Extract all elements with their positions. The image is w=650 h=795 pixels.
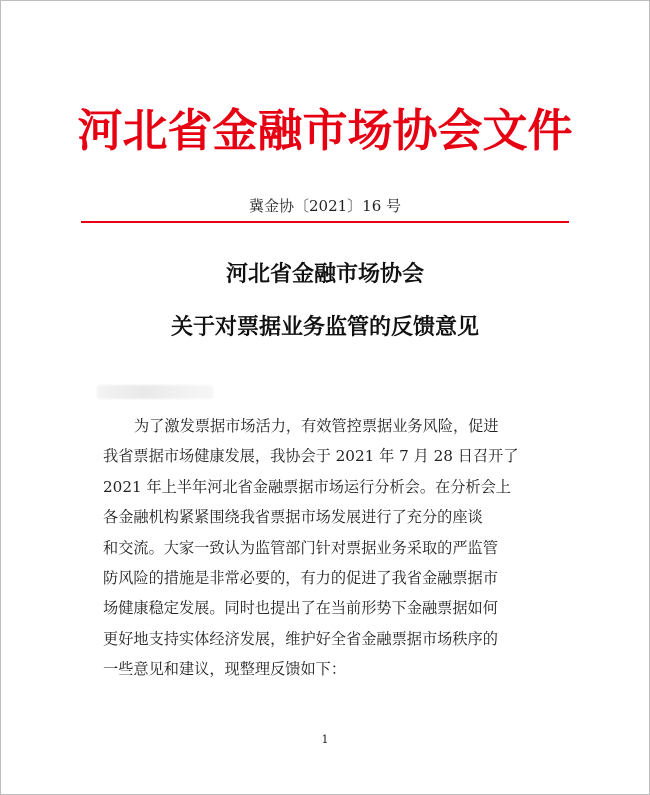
body-line: 2021 年上半年河北省金融票据市场运行分析会。在分析会上 <box>103 477 511 496</box>
body-line: 各金融机构紧紧围绕我省票据市场发展进行了充分的座谈 <box>103 508 483 527</box>
body-text <box>103 411 551 685</box>
redacted-recipient <box>97 385 213 399</box>
header-red-divider <box>81 221 569 223</box>
page-number: 1 <box>321 733 329 746</box>
subject-title-line-2: 关于对票据业务监管的反馈意见 <box>170 314 479 340</box>
subject-title-line-1: 河北省金融市场协会 <box>225 261 424 287</box>
body-line: 场健康稳定发展。同时也提出了在当前形势下金融票据如何 <box>103 599 498 618</box>
body-line: 防风险的措施是非常必要的，有力的促进了我省金融票据市 <box>103 568 498 587</box>
body-line: 我省票据市场健康发展，我协会于 2021 年 7 月 28 日召开了 <box>103 447 519 466</box>
body-line: 为了激发票据市场活力，有效管控票据业务风险，促进 <box>134 417 499 435</box>
document-number: 冀金协〔2021〕16 号 <box>248 197 402 215</box>
body-line: 更好地支持实体经济发展，维护好全省金融票据市场秩序的 <box>103 629 498 648</box>
body-line: 一些意见和建议，现整理反馈如下： <box>103 660 346 679</box>
body-line: 和交流。大家一致认为监管部门针对票据业务采取的严监管 <box>103 538 498 557</box>
document-header-title: 河北省金融市场协会文件 <box>77 104 573 157</box>
